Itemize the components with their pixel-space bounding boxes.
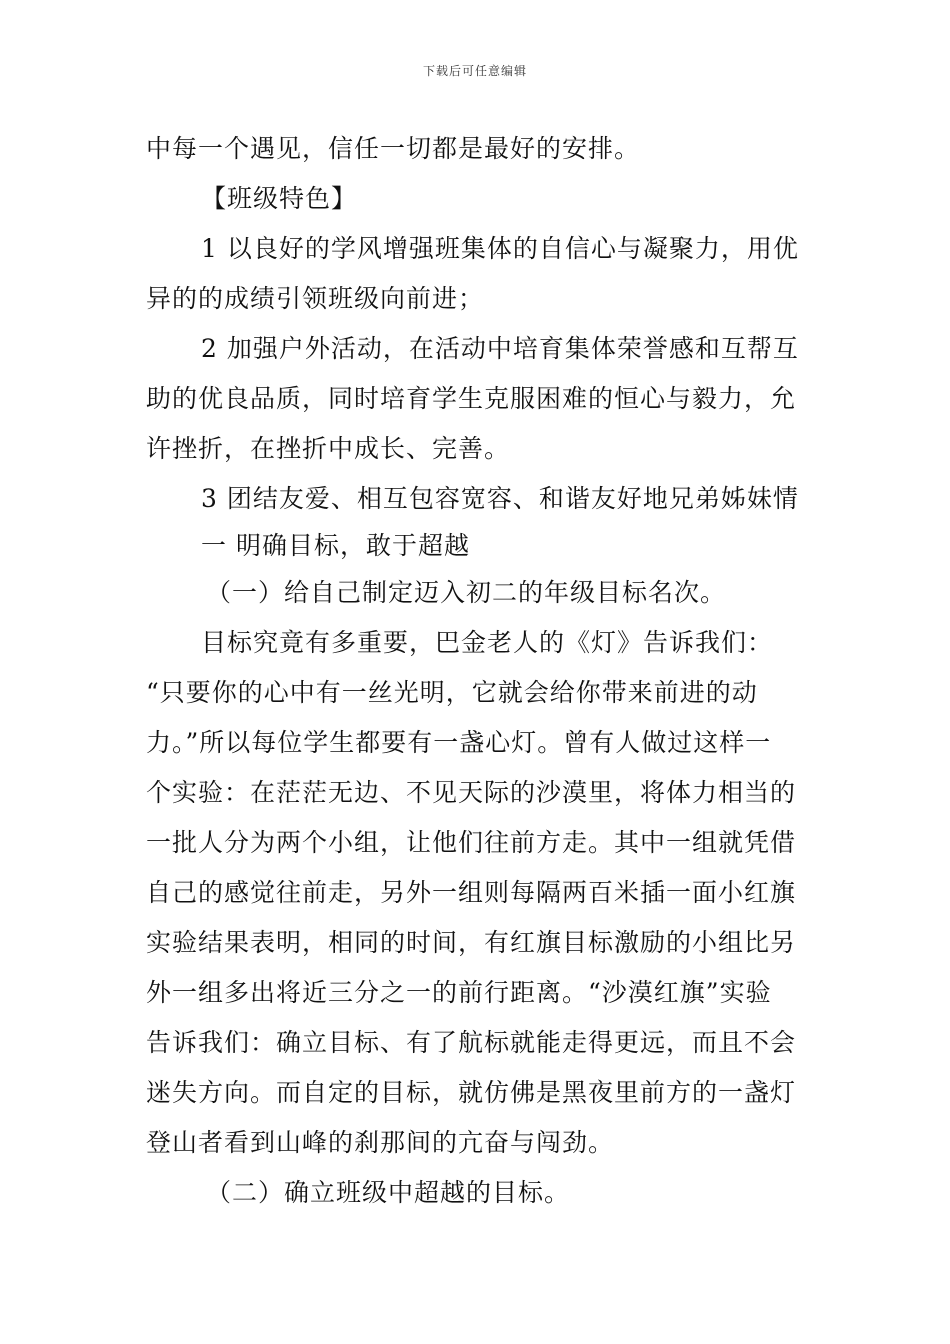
text-line: 许挫折，在挫折中成长、完善。: [146, 434, 511, 463]
text-line: 1 以良好的学风增强班集体的自信心与凝聚力，用优: [201, 234, 799, 263]
document-body: [146, 124, 806, 1218]
section-heading-goals: 一 明确目标，敢于超越: [201, 531, 470, 560]
text-line: “只要你的心中有一丝光明，它就会给你带来前进的动: [146, 678, 758, 707]
text-line: 2 加强户外活动，在活动中培育集体荣誉感和互帮互: [201, 334, 799, 363]
text-line: 登山者看到山峰的刹那间的亢奋与闯劲。: [146, 1128, 615, 1157]
text-line: 力。”所以每位学生都要有一盏心灯。曾有人做过这样一: [146, 728, 772, 757]
text-line: 迷失方向。而自定的目标，就仿佛是黑夜里前方的一盏灯: [146, 1078, 797, 1107]
text-line: 中每一个遇见，信任一切都是最好的安排。: [146, 134, 641, 163]
text-line: 告诉我们：确立目标、有了航标就能走得更远，而且不会: [146, 1028, 797, 1057]
page-header: 下载后可任意编辑: [422, 64, 527, 78]
text-line: 实验结果表明，相同的时间，有红旗目标激励的小组比另: [146, 928, 797, 957]
text-line: 一批人分为两个小组，让他们往前方走。其中一组就凭借: [146, 828, 797, 857]
section-heading-class-features: 【班级特色】: [201, 184, 358, 213]
subsection-heading: （一）给自己制定迈入初二的年级目标名次。: [206, 578, 727, 607]
text-line: 3 团结友爱、相互包容宽容、和谐友好地兄弟姊妹情: [201, 484, 799, 513]
text-line: 个实验：在茫茫无边、不见天际的沙漠里，将体力相当的: [146, 778, 797, 807]
text-line: 外一组多出将近三分之一的前行距离。“沙漠红旗”实验: [146, 978, 772, 1007]
text-line: 目标究竟有多重要，巴金老人的《灯》告诉我们：: [201, 628, 774, 657]
text-line: 自己的感觉往前走，另外一组则每隔两百米插一面小红旗: [146, 878, 797, 907]
subsection-heading: （二）确立班级中超越的目标。: [206, 1178, 571, 1207]
text-line: 异的的成绩引领班级向前进；: [146, 284, 485, 313]
text-line: 助的优良品质，同时培育学生克服困难的恒心与毅力，允: [146, 384, 797, 413]
